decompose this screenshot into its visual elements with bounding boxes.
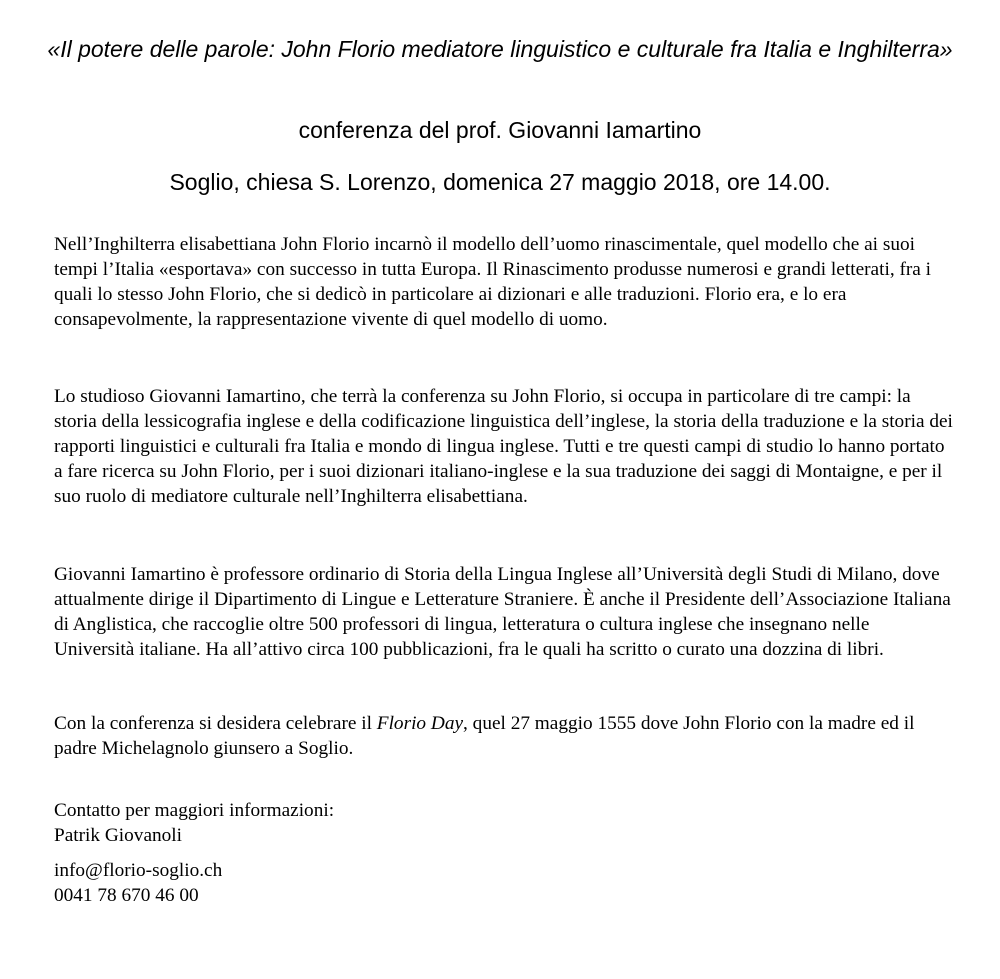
contact-name: Patrik Giovanoli xyxy=(54,825,182,846)
body-paragraph-florio-day xyxy=(54,711,954,761)
contact-heading: Contatto per maggiori informazioni: xyxy=(54,800,335,821)
florio-day-text-before: Con la conferenza si desidera celebrare il xyxy=(54,713,377,734)
lecture-venue-date: Soglio, chiesa S. Lorenzo, domenica 27 maggio 2018, ore 14.00. xyxy=(169,169,831,195)
contact-block xyxy=(54,798,654,908)
lecture-speaker: conferenza del prof. Giovanni Iamartino xyxy=(298,117,702,143)
body-paragraph-iamartino-bio: Giovanni Iamartino è professore ordinario di Storia della Lingua Inglese all’Università degli Studi di Milano, dove attualmente dirige il Dipartimento di Lingue e Letterature Straniere. È anche il Presidente dell’Associazione Italiana di Anglistica, che raccoglie oltre 500 professori di lingua, letteratura o cultura inglese che insegnano nelle Università italiane. Ha all’attivo circa 100 pubblicazioni, fra le quali ha scritto o curato una dozzina di libri. xyxy=(54,564,951,660)
contact-email: info@florio-soglio.ch xyxy=(54,860,223,881)
florio-day-text-after: , quel 27 maggio 1555 dove John Florio con la madre ed il padre Michelagnolo giunsero a Soglio. xyxy=(54,713,915,759)
contact-spacer xyxy=(54,848,654,858)
contact-phone: 0041 78 670 46 00 xyxy=(54,885,199,906)
body-paragraph-iamartino-research: Lo studioso Giovanni Iamartino, che terrà la conferenza su John Florio, si occupa in particolare di tre campi: la storia della lessicografia inglese e della codificazione linguistica dell’inglese, la storia della traduzione e la storia dei rapporti linguistici e culturali fra Italia e mondo di lingua inglese. Tutti e tre questi campi di studio lo hanno portato a fare ricerca su John Florio, per i suoi dizionari italiano-inglese e la sua traduzione dei saggi di Montaigne, e per il suo ruolo di mediatore culturale nell’Inghilterra elisabettiana. xyxy=(54,386,953,507)
body-paragraph-florio: Nell’Inghilterra elisabettiana John Florio incarnò il modello dell’uomo rinascimentale, quel modello che ai suoi tempi l’Italia «esportava» con successo in tutta Europa. Il Rinascimento produsse numerosi e grandi letterati, fra i quali lo stesso John Florio, che si dedicò in particolare ai dizionari e alle traduzioni. Florio era, e lo era consapevolmente, la rappresentazione vivente di quel modello di uomo. xyxy=(54,234,932,330)
lecture-title: «Il potere delle parole: John Florio mediatore linguistico e culturale fra Italia e Inghilterra» xyxy=(47,36,953,62)
florio-day-italic: Florio Day xyxy=(376,713,464,734)
